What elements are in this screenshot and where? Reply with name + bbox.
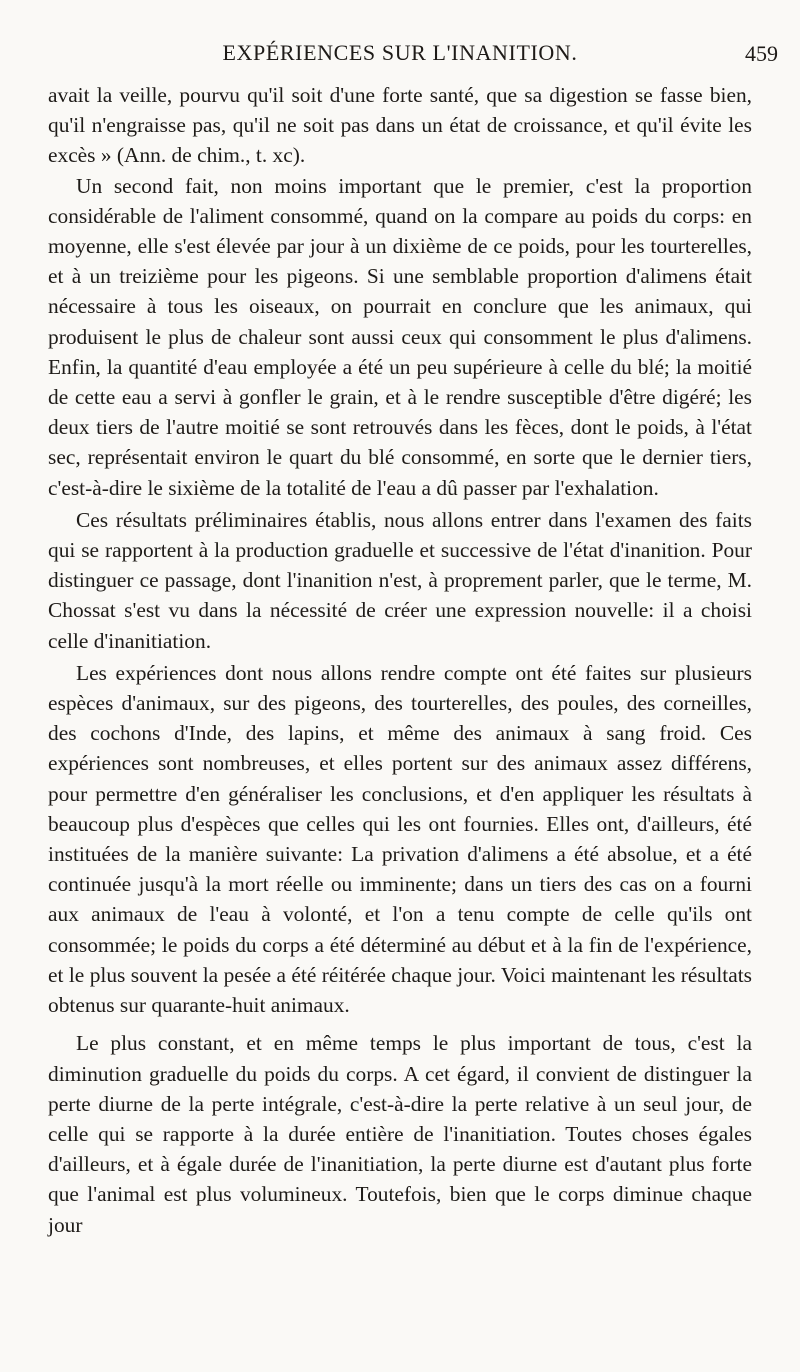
paragraph-1: avait la veille, pourvu qu'il soit d'une forte santé, que sa digestion se fasse bien, qu'il n'engraisse pas, qu'il ne soit pas dans un état de croissance, et qu'il évite les excès » (Ann. de chim., t. xc). [48, 83, 752, 168]
paragraph-2: Un second fait, non moins important que le premier, c'est la proportion considérable de l'aliment consommé, quand on la compare au poids du corps: en moyenne, elle s'est élevée par jour à un dixième de ce poids, pour les tourterelles, et à un treizième pour les pigeons. Si une semblable proportion d'alimens était nécessaire à tous les oiseaux, on pourrait en conclure que les animaux, qui produisent le plus de chaleur sont aussi ceux qui consomment le plus d'alimens. Enfin, la quantité d'eau employée a été un peu supérieure à celle du blé; la moitié de cette eau a servi à gonfler le grain, et à le rendre susceptible d'être digéré; les deux tiers de l'autre moitié se sont retrouvés dans les fèces, dont le poids, à l'état sec, représentait environ le quart du blé consommé, en sorte que le dernier tiers, c'est-à-dire le sixième de la totalité de l'eau a dû passer par l'exhalation. [48, 173, 752, 500]
page-header [50, 40, 778, 72]
paragraph-4: Les expériences dont nous allons rendre compte ont été faites sur plusieurs espèces d'animaux, sur des pigeons, des tourterelles, des poules, des corneilles, des cochons d'Inde, des lapins, et même des animaux à sang froid. Ces expériences sont nombreuses, et elles portent sur des animaux assez différens, pour permettre d'en généraliser les conclusions, et d'en appliquer les résultats à beaucoup plus d'espèces que celles qui les ont fournies. Elles ont, d'ailleurs, été instituées de la manière suivante: La privation d'alimens a été absolue, et a été continuée jusqu'à la mort réelle ou imminente; dans un tiers des cas on a fourni aux animaux de l'eau à volonté, et l'on a tenu compte de celle qu'ils ont consommée; le poids du corps a été déterminé au début et à la fin de l'expérience, et le plus souvent la pesée a été réitérée chaque jour. Voici maintenant les résultats obtenus sur quarante-huit animaux. [48, 660, 752, 1018]
body-text [48, 80, 752, 1240]
paragraph-3: Ces résultats préliminaires établis, nous allons entrer dans l'examen des faits qui se rapportent à la production graduelle et successive de l'état d'inanition. Pour distinguer ce passage, dont l'inanition n'est, à proprement parler, que le terme, M. Chossat s'est vu dans la nécessité de créer une expression nouvelle: il a choisi celle d'inanitiation. [48, 507, 752, 653]
page-number: 459 [745, 41, 778, 66]
paragraph-5: Le plus constant, et en même temps le plus important de tous, c'est la diminution graduelle du poids du corps. A cet égard, il convient de distinguer la perte diurne de la perte intégrale, c'est-à-dire la perte relative à un seul jour, de celle qui se rapporte à la durée entière de l'inanitiation. Toutes choses égales d'ailleurs, et à égale durée de l'inanitiation, la perte diurne est d'autant plus forte que l'animal est plus volumineux. Toutefois, bien que le corps diminue chaque jour [48, 1031, 752, 1237]
running-title: EXPÉRIENCES SUR L'INANITION. [222, 40, 578, 65]
